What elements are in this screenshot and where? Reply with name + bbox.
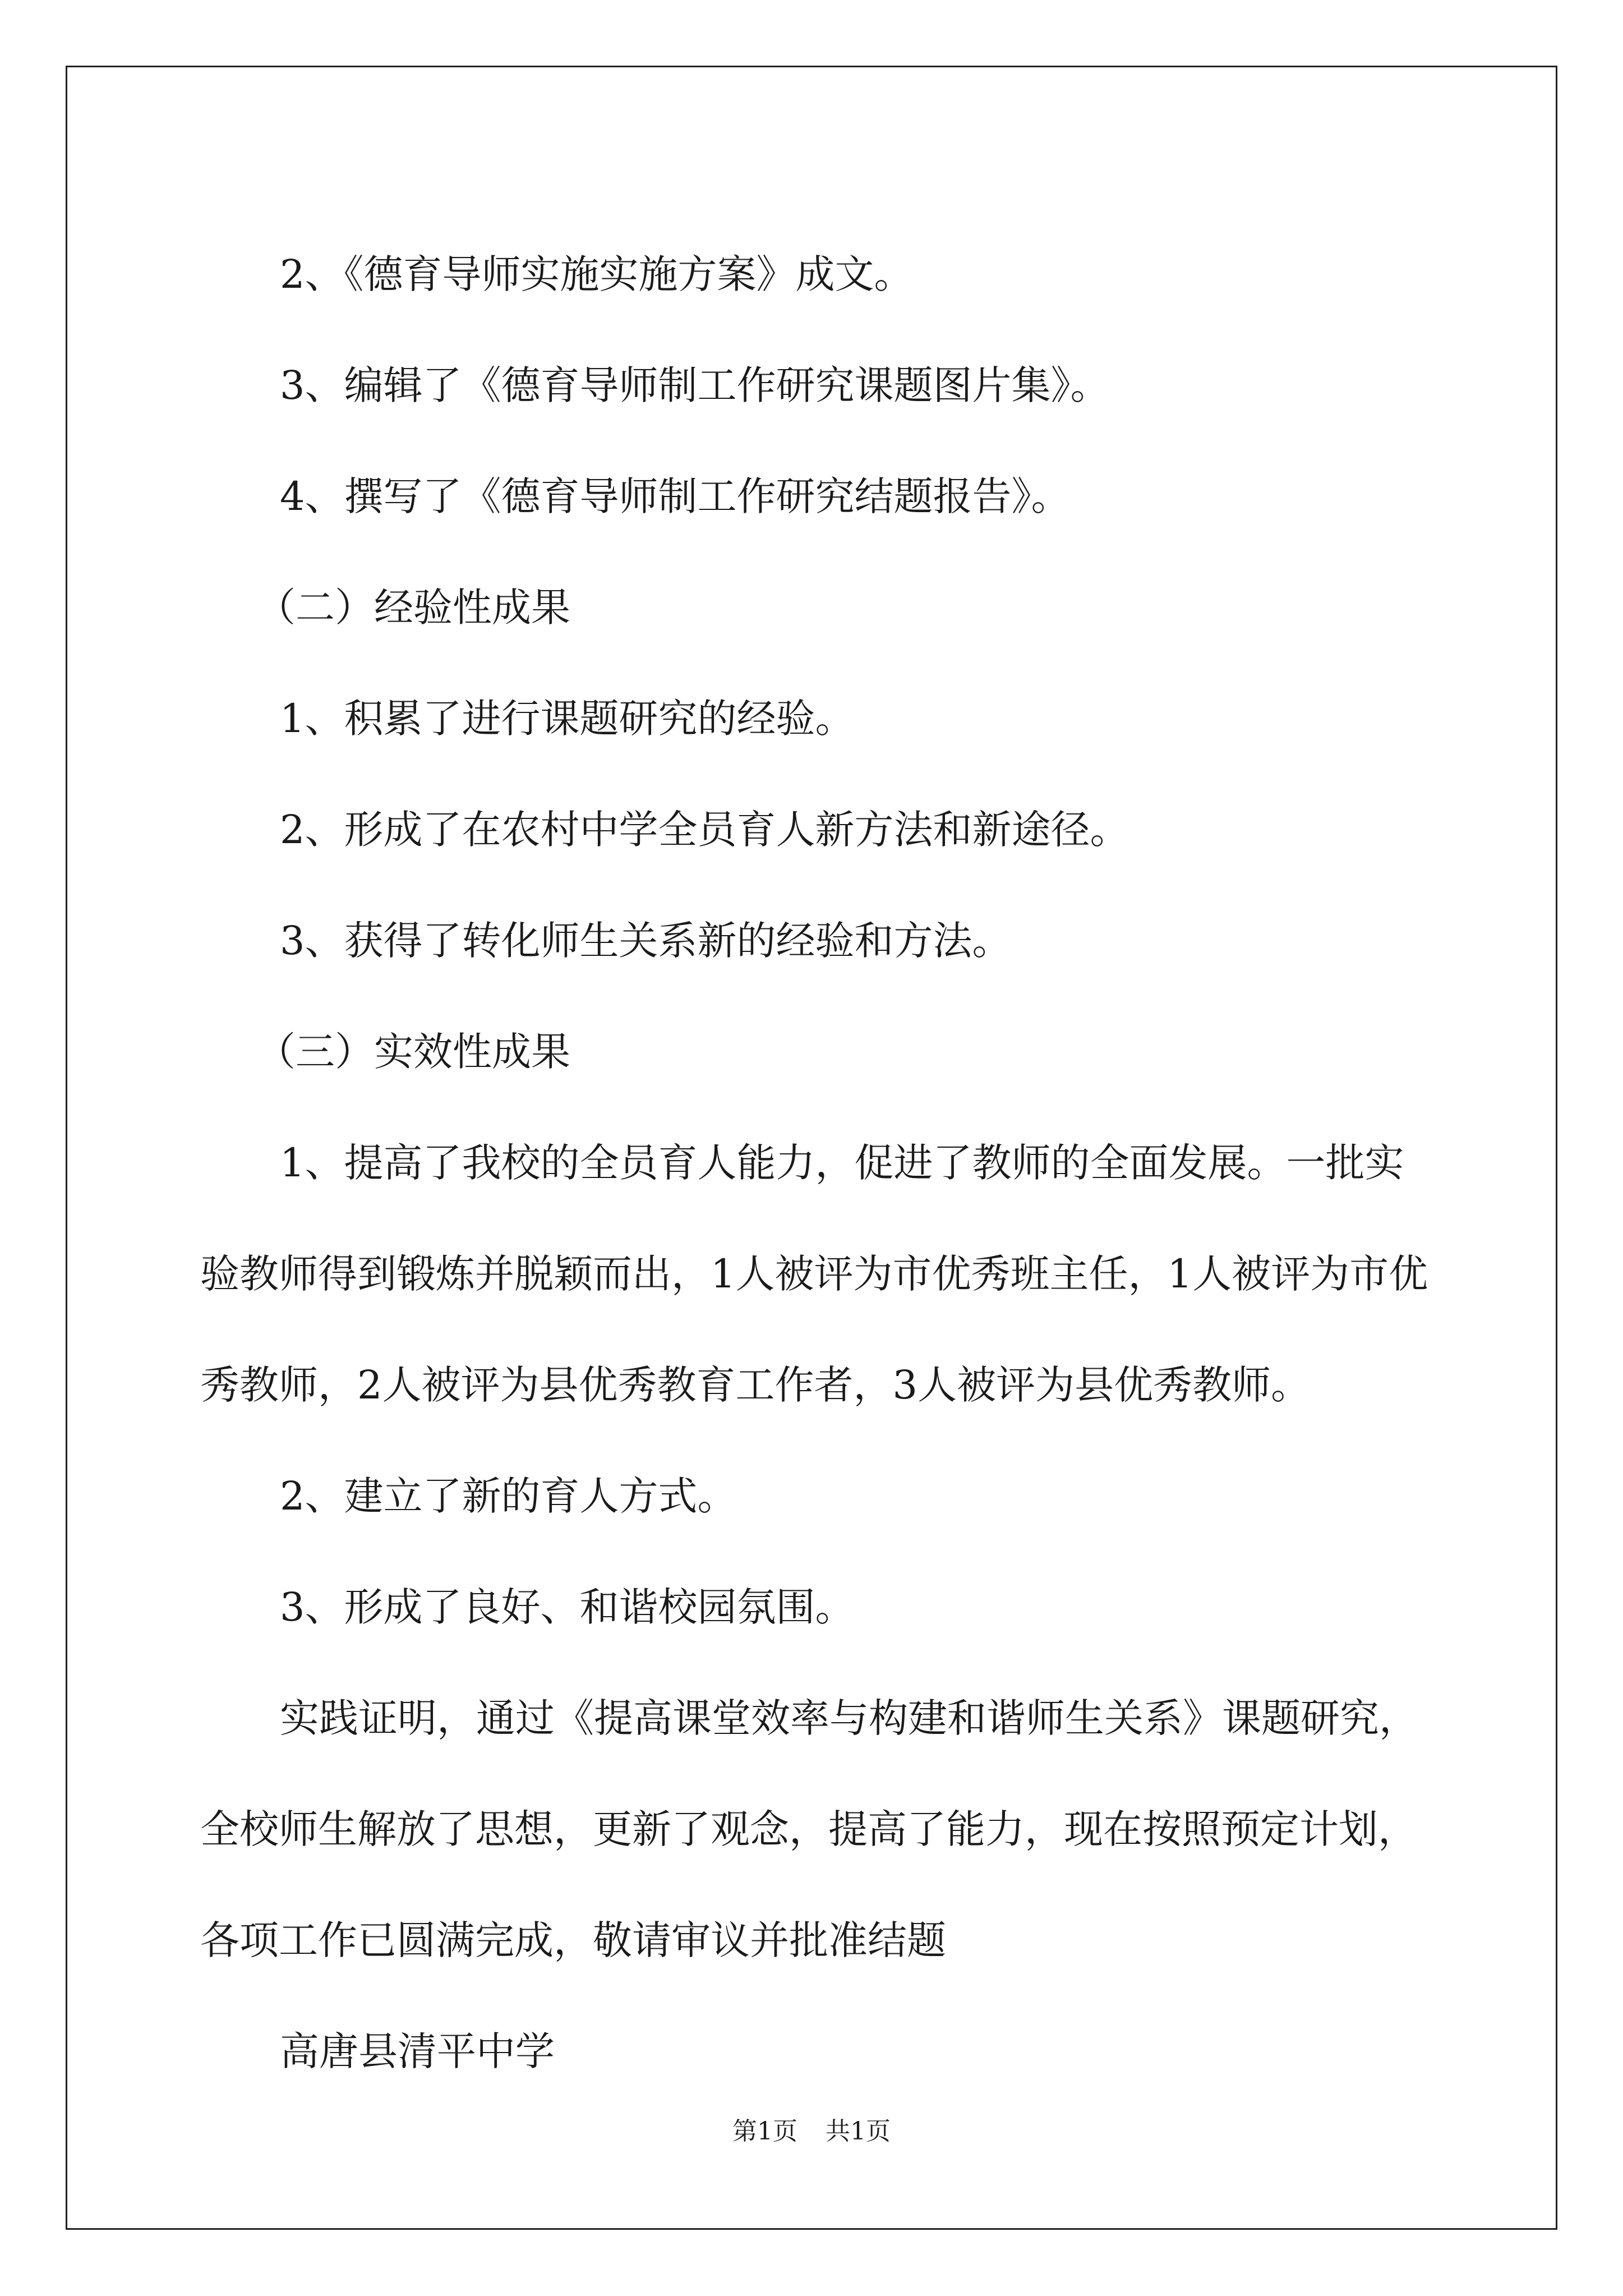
paragraph-item-4-report: 4、撰写了《德育导师制工作研究结题报告》。 [280,473,1071,519]
paragraph-item-3-album: 3、编辑了《德育导师制工作研究课题图片集》。 [280,362,1110,408]
page-footer [0,2115,1623,2148]
section-heading-effectiveness: （三）实效性成果 [256,1029,570,1075]
paragraph-item-2-plan: 2、《德育导师实施实施方案》成文。 [280,251,914,297]
paragraph-conclusion: 实践证明，通过《提高课堂效率与构建和谐师生关系》课题研究，全校师生解放了思想，更新了观念，提高了能力，现在按照预定计划，各项工作已圆满完成，敬请审议并批准结题 [200,1695,1418,1963]
signature-school: 高唐县清平中学 [280,2028,555,2074]
paragraph-eff-3: 3、形成了良好、和谐校园氛围。 [280,1584,855,1630]
page-total-label: 共1页 [826,2117,891,2146]
page-number-label: 第1页 [732,2117,797,2146]
section-heading-experience: （二）经验性成果 [256,585,570,631]
paragraph-eff-1: 1、提高了我校的全员育人能力，促进了教师的全面发展。一批实验教师得到锻炼并脱颖而出，1人被评为市优秀班主任，1人被评为市优秀教师，2人被评为县优秀教育工作者，3人被评为县优秀教师。 [200,1140,1428,1408]
paragraph-exp-2: 2、形成了在农村中学全员育人新方法和新途径。 [280,807,1129,853]
paragraph-exp-3: 3、获得了转化师生关系新的经验和方法。 [280,918,1012,964]
paragraph-eff-2: 2、建立了新的育人方式。 [280,1473,737,1519]
paragraph-exp-1: 1、积累了进行课题研究的经验。 [280,696,855,742]
document-body [200,219,1434,2107]
